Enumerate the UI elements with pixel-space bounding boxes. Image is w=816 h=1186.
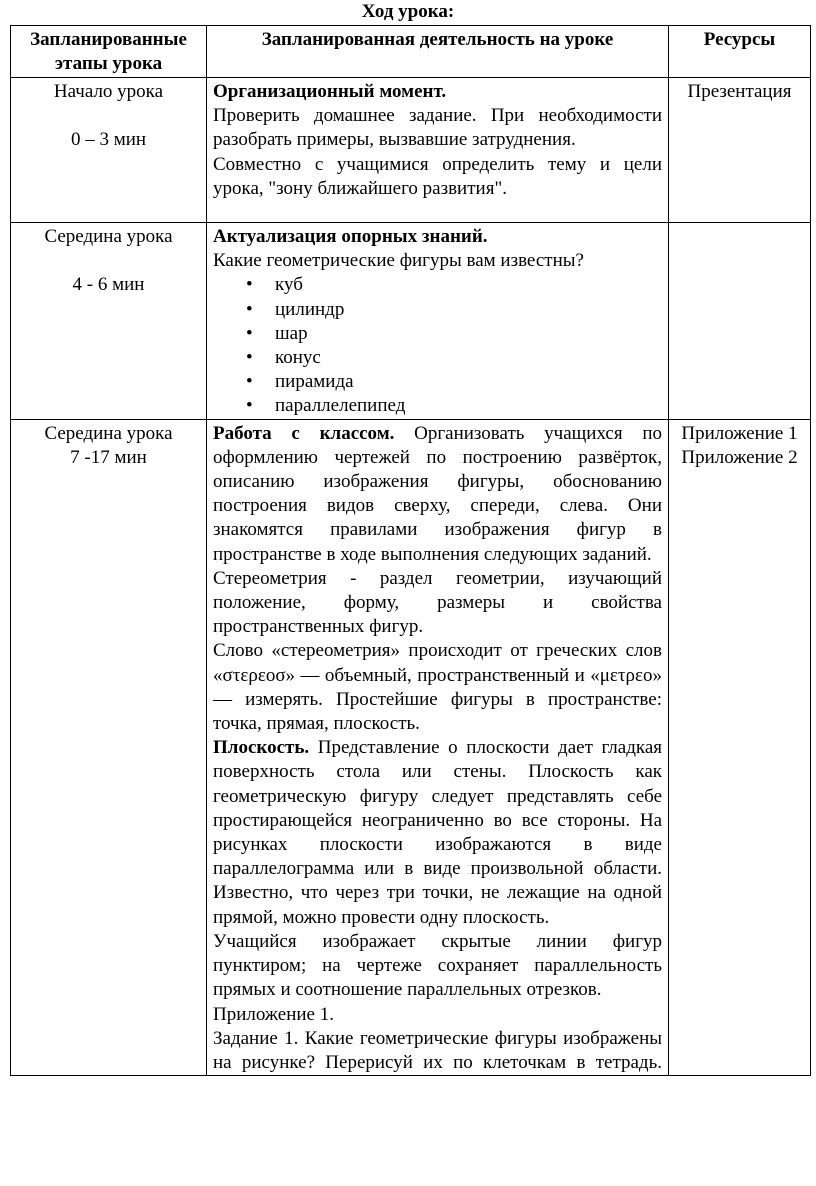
- paragraph-text: Представление о плоскости дает гладкая поверхность стола или стены. Плоскость как геометрическую фигуру следует представлять себе простирающейся неограниченно во все стороны. На рисунках плоскости изображаются в виде параллелограмма или в виде произвольной области. Известно, что через три точки, не лежащие на одной прямой, можно провести одну плоскость.: [213, 737, 662, 928]
- activity-paragraph: Учащийся изображает скрытые линии фигур пунктиром; на чертеже сохраняет параллельность прямых и соотношение параллельных отрезков.: [213, 930, 662, 1001]
- list-item: • цилиндр: [275, 298, 662, 322]
- activity-paragraph: [213, 422, 662, 567]
- activity-paragraph: Совместно с учащимися определить тему и цели урока, "зону ближайшего развития".: [213, 153, 662, 199]
- activity-question: Какие геометрические фигуры вам известны?: [213, 250, 584, 272]
- resource-cell: [669, 223, 811, 420]
- stage-name: Середина урока: [44, 226, 173, 247]
- list-item: • конус: [275, 346, 662, 370]
- table-header-row: [11, 26, 811, 78]
- table-row: [11, 223, 811, 420]
- table-row: [11, 78, 811, 223]
- figures-list: [213, 273, 662, 418]
- activity-cell: [207, 223, 669, 420]
- resource-item: Приложение 2: [681, 446, 798, 468]
- paragraph-text: Организовать учащихся по оформлению чертежей по построению развёрток, описанию изображения фигуры, обоснованию построения видов сверху, спереди, слева. Они знакомятся правилами изображения фигур в пространстве в ходе выполнения следующих заданий.: [213, 422, 663, 565]
- page-title: Ход урока:: [361, 1, 455, 22]
- activity-paragraph: Стереометрия - раздел геометрии, изучающий положение, форму, размеры и свойства пространственных фигур.: [213, 567, 662, 638]
- list-item: • параллелепипед: [275, 394, 662, 418]
- activity-paragraph: Слово «стереометрия» происходит от греческих слов «στερεοσ» — объемный, пространственный и «μετρεο» — измерять. Простейшие фигуры в пространстве: точка, прямая, плоскость.: [213, 640, 662, 735]
- list-item: • пирамида: [275, 370, 662, 394]
- resource-item: Приложение 1: [681, 422, 798, 444]
- table-row: [11, 419, 811, 1075]
- stage-cell: [11, 223, 207, 420]
- activity-heading: Организационный момент.: [213, 81, 447, 102]
- header-activity: Запланированная деятельность на уроке: [207, 26, 669, 78]
- activity-cell: [207, 78, 669, 223]
- stage-cell: [11, 419, 207, 1075]
- resource-cell: [669, 78, 811, 223]
- paragraph-lead: Плоскость.: [213, 737, 310, 759]
- list-item: • шар: [275, 322, 662, 346]
- paragraph-lead: Работа с классом.: [213, 422, 395, 444]
- header-resources: Ресурсы: [669, 26, 811, 78]
- stage-time: 0 – 3 мин: [70, 129, 147, 151]
- stage-time: 7 -17 мин: [70, 446, 147, 468]
- lesson-plan-table: [10, 25, 811, 1076]
- activity-paragraph: [213, 736, 662, 930]
- list-item: • куб: [275, 273, 662, 297]
- activity-heading: Актуализация опорных знаний.: [213, 226, 488, 247]
- resource-item: Презентация: [687, 81, 792, 102]
- activity-cell: [207, 419, 669, 1075]
- activity-paragraph: Задание 1. Какие геометрические фигуры изображены на рисунке? Перерисуй их по клеточкам в тетрадь.: [213, 1027, 662, 1073]
- header-stages: Запланированные этапы урока: [11, 26, 207, 78]
- resource-cell: [669, 419, 811, 1075]
- stage-cell: [11, 78, 207, 223]
- activity-paragraph: Приложение 1.: [213, 1003, 334, 1025]
- stage-name: Начало урока: [53, 81, 164, 102]
- activity-paragraph: Проверить домашнее задание. При необходимости разобрать примеры, вызвавшие затруднения.: [213, 105, 662, 151]
- stage-name: Середина урока: [44, 422, 173, 444]
- stage-time: 4 - 6 мин: [72, 274, 145, 296]
